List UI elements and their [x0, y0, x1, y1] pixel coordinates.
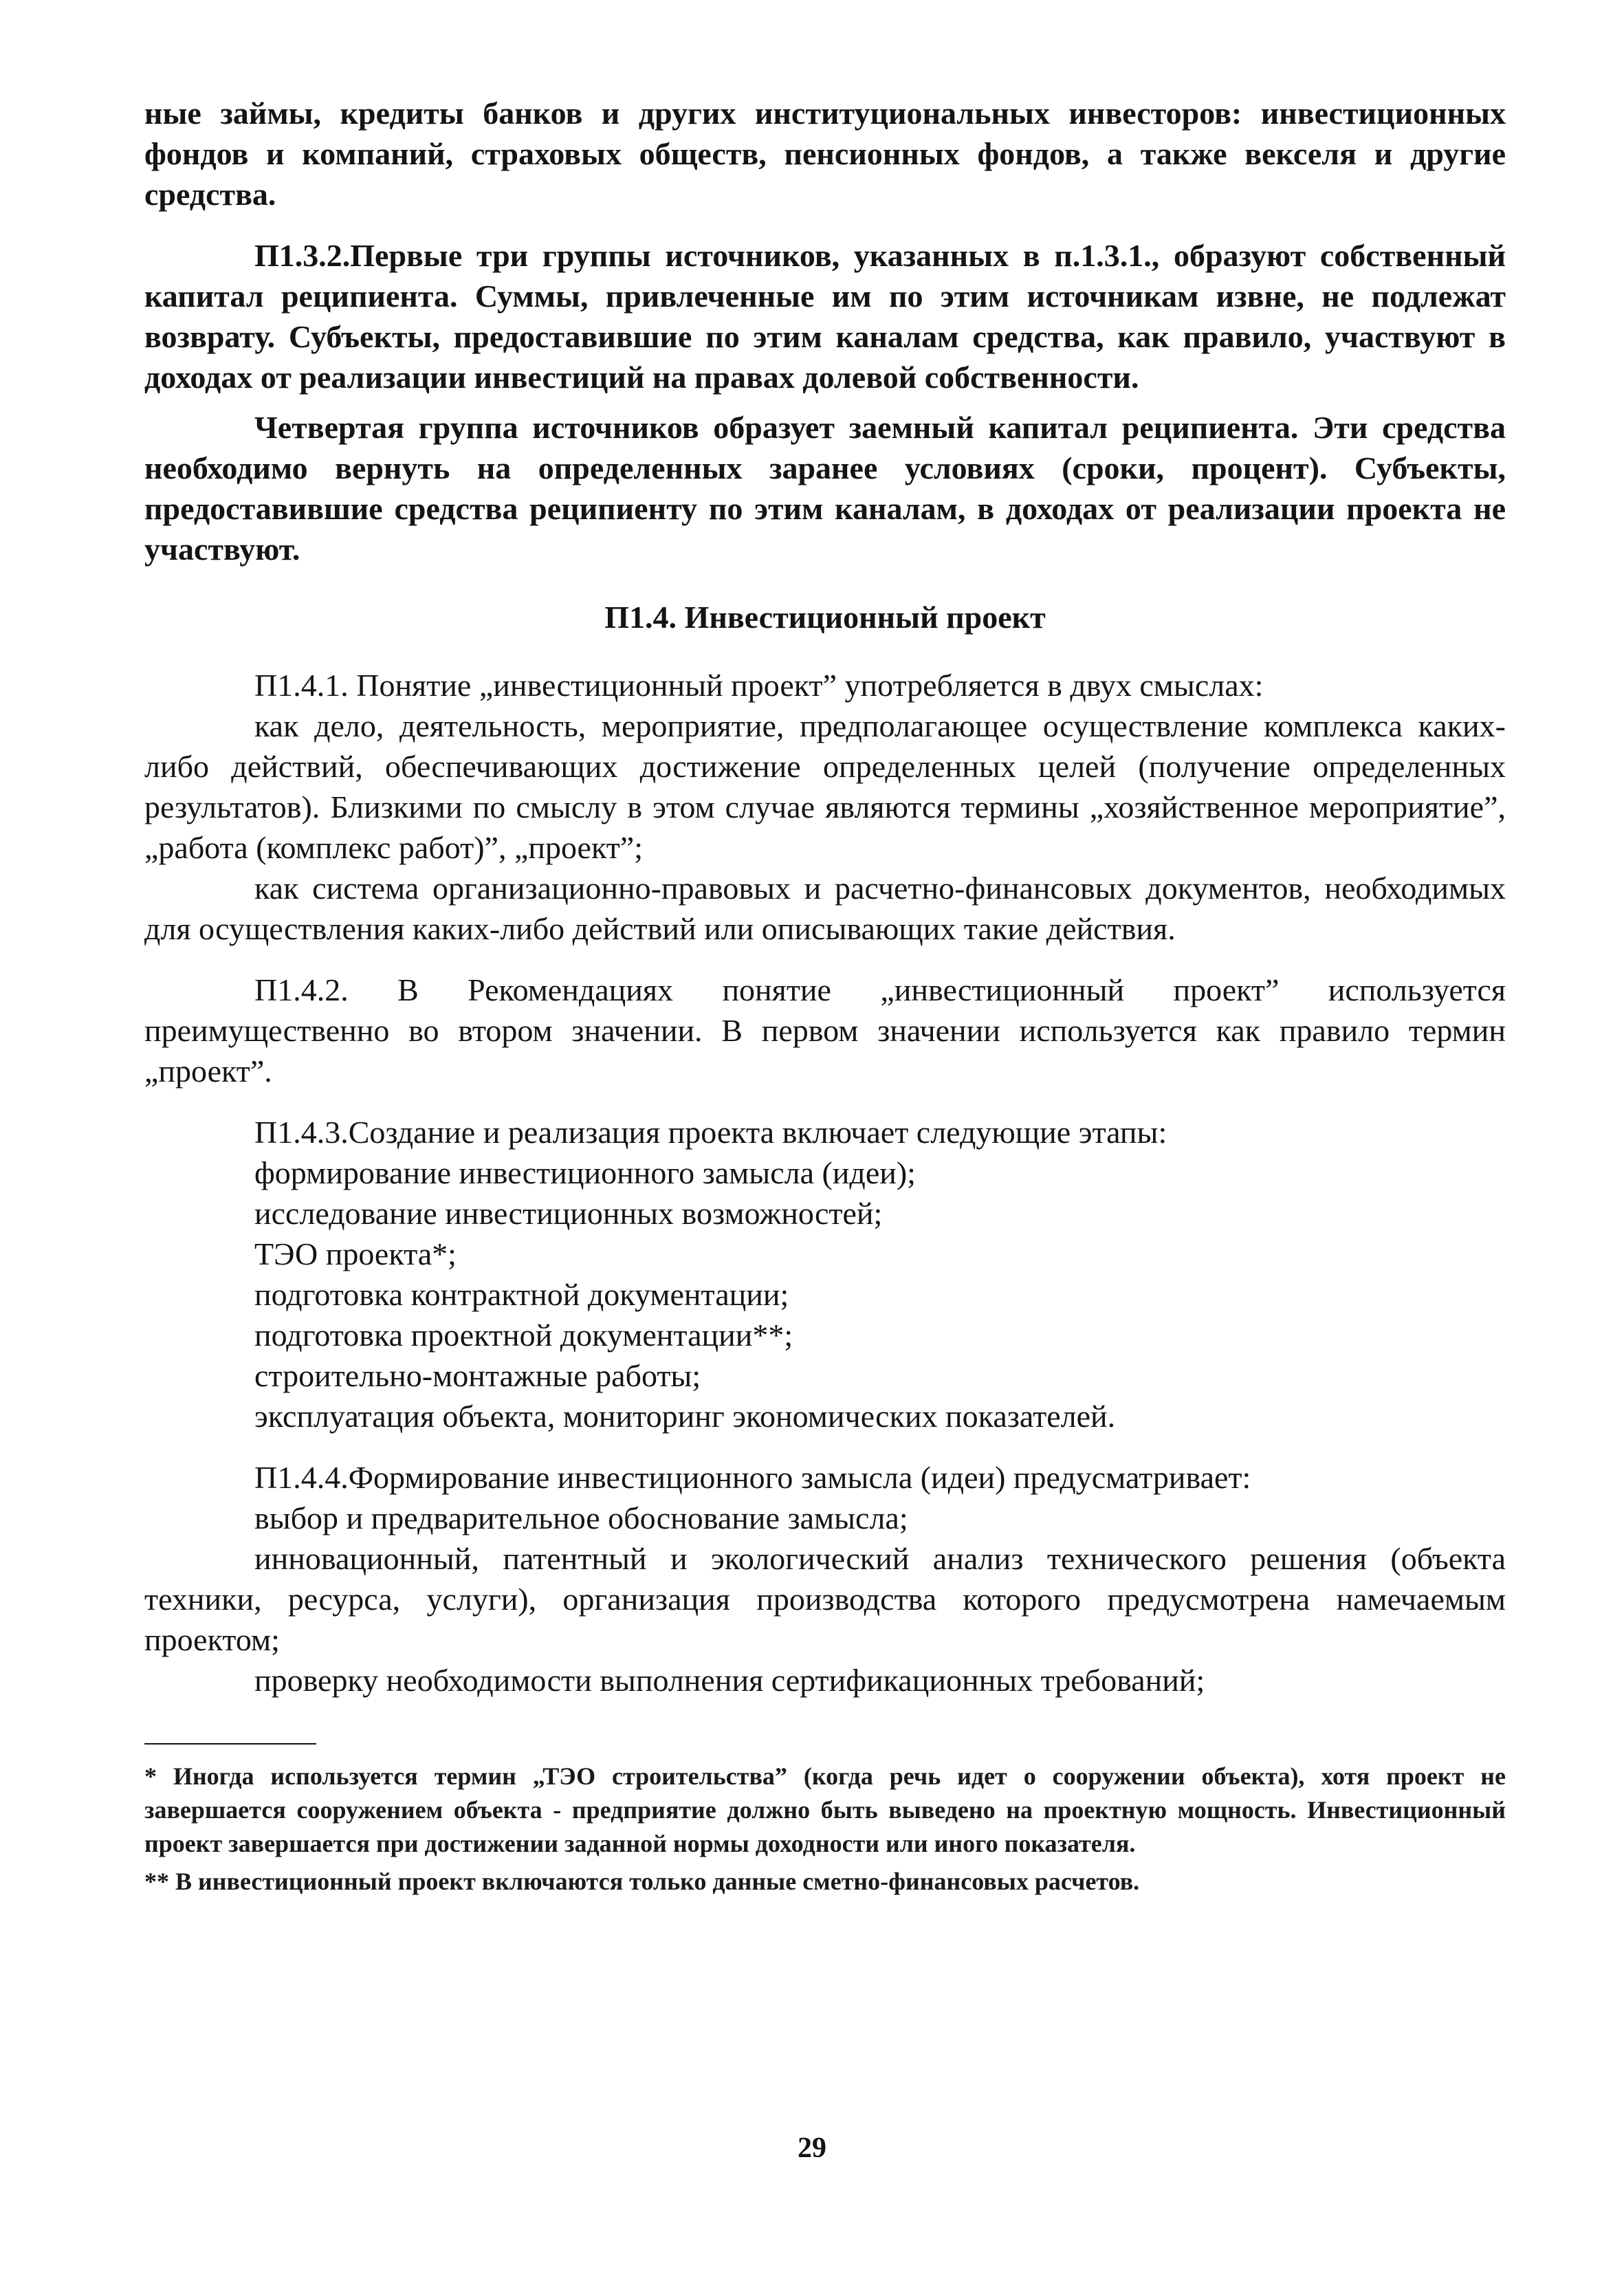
paragraph-intro: ные займы, кредиты банков и других институциональных инвесторов: инвестиционных фондов и компаний, страховых обществ, пенсионных фондов, а также векселя и другие средства. [144, 96, 1506, 212]
list-item: исследование инвестиционных возможностей; [254, 1196, 883, 1231]
list-item: эксплуатация объекта, мониторинг экономических показателей. [254, 1399, 1116, 1434]
paragraph-p1-4-1-b: как система организационно-правовых и расчетно-финансовых документов, необходимых для осуществления каких-либо действий или описывающих такие действия. [144, 871, 1506, 946]
page-number: 29 [798, 2132, 826, 2164]
paragraph-fourth-group: Четвертая группа источников образует заемный капитал реципиента. Эти средства необходимо вернуть на определенных заранее условиях (сроки, процент). Субъекты, предоставившие средства реципиенту по этим каналам, в доходах от реализации проекта не участвуют. [144, 410, 1506, 567]
paragraph-p1-4-4-a: выбор и предварительное обоснование замысла; [254, 1500, 908, 1535]
paragraph-p1-4-1-a: как дело, деятельность, мероприятие, предполагающее осуществление комплекса каких-либо действий, обеспечивающих достижение определенных целей (получение определенных результатов). Близкими по смыслу в этом случае являются термины „хозяйственное мероприятие”, „работа (комплекс работ)”, „проект”; [144, 708, 1506, 865]
footnote-divider [144, 1743, 316, 1745]
paragraph-p1-4-1: П1.4.1. Понятие „инвестиционный проект” употребляется в двух смыслах: [254, 668, 1264, 703]
paragraph-p1-4-4: П1.4.4.Формирование инвестиционного замысла (идеи) предусматривает: [254, 1460, 1251, 1495]
section-heading: П1.4. Инвестиционный проект [604, 600, 1046, 635]
paragraph-p1-4-2: П1.4.2. В Рекомендациях понятие „инвестиционный проект” используется преимущественно во втором значении. В первом значении используется как правило термин „проект”. [144, 972, 1506, 1089]
paragraph-p1-4-4-c: проверку необходимости выполнения сертификационных требований; [254, 1663, 1205, 1698]
list-item: формирование инвестиционного замысла (идеи); [254, 1155, 916, 1190]
paragraph-p1-4-4-b: инновационный, патентный и экологический анализ технического решения (объекта техники, ресурса, услуги), организация производства которого предусмотрена намечаемым проектом; [144, 1541, 1506, 1657]
paragraph-p1-3-2: П1.3.2.Первые три группы источников, указанных в п.1.3.1., образуют собственный капитал реципиента. Суммы, привлеченные им по этим источникам извне, не подлежат возврату. Субъекты, предоставившие по этим каналам средства, как правило, участвуют в доходах от реализации инвестиций на правах долевой собственности. [144, 238, 1506, 395]
footnote-2: ** В инвестиционный проект включаются только данные сметно-финансовых расчетов. [144, 1868, 1140, 1895]
footnote-1: * Иногда используется термин „ТЭО строительства” (когда речь идет о сооружении объекта), хотя проект не завершается сооружением объекта - предприятие должно быть выведено на проектную мощность. Инвестиционный проект завершается при достижении заданной нормы доходности или иного показателя. [144, 1762, 1506, 1857]
list-item: строительно-монтажные работы; [254, 1358, 701, 1393]
list-item: ТЭО проекта*; [254, 1236, 457, 1271]
stages-list [144, 1152, 1506, 1436]
paragraph-p1-4-3: П1.4.3.Создание и реализация проекта включает следующие этапы: [254, 1115, 1167, 1150]
page-body [144, 93, 1506, 1899]
list-item: подготовка проектной документации**; [254, 1318, 793, 1353]
list-item: подготовка контрактной документации; [254, 1277, 789, 1312]
